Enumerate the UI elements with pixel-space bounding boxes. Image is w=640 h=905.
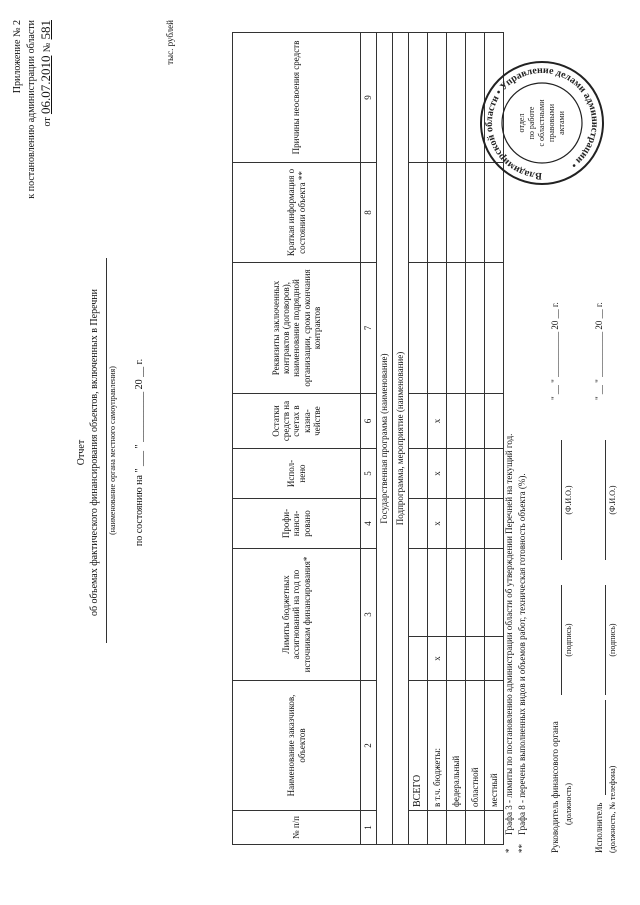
stamp-center-5: актами — [557, 111, 566, 135]
table-row-total — [409, 33, 428, 845]
col-number: 3 — [361, 549, 377, 681]
header-reasons: Причины неосвоения средств — [233, 33, 361, 163]
total-label: ВСЕГО — [409, 681, 428, 811]
section-subprogram-row — [393, 33, 409, 845]
table-cell — [447, 549, 466, 637]
table-cell — [466, 811, 485, 845]
col-number: 9 — [361, 33, 377, 163]
table-row-incl — [428, 33, 447, 845]
header-limits: Лимиты бюджетных ассигнований на год по источникам финансирования* — [233, 549, 361, 681]
header-executed: Испол- нено — [233, 449, 361, 499]
exec-position-line — [605, 700, 606, 795]
header-row — [233, 33, 361, 845]
x-mark: х — [428, 637, 447, 681]
column-number-row — [361, 33, 377, 845]
appendix-num: 581 — [38, 20, 53, 40]
exec-date: " __ " __________ 20 __ г. — [594, 302, 604, 400]
table-cell — [466, 263, 485, 394]
report-title: Отчет — [76, 439, 87, 466]
table-cell — [409, 549, 428, 637]
table-cell — [428, 811, 447, 845]
table-cell — [485, 394, 504, 449]
authority-caption: (наименование органа местного самоуправления) — [108, 366, 117, 535]
head-fio-caption: (Ф.И.О.) — [564, 485, 573, 515]
table-cell — [447, 811, 466, 845]
table-cell — [428, 263, 447, 394]
exec-fio-caption: (Ф.И.О.) — [608, 485, 617, 515]
header-balance: Остатки средств на счетах в казна- чействе — [233, 394, 361, 449]
exec-label: Исполнитель — [594, 802, 604, 853]
table-cell — [485, 549, 504, 637]
appendix-num-prefix: № — [42, 42, 53, 53]
table-cell — [447, 637, 466, 681]
local-label: местный — [485, 681, 504, 811]
appendix-date-prefix: от — [42, 117, 53, 127]
regional-label: областной — [466, 681, 485, 811]
head-position-caption: (должность) — [564, 783, 573, 825]
head-sign-caption: (подпись) — [564, 623, 573, 657]
appendix-ref: к постановлению администрации области — [26, 20, 37, 199]
appendix-date: 06.07.2010 — [38, 55, 53, 115]
x-mark: х — [428, 394, 447, 449]
table-cell — [466, 637, 485, 681]
report-table — [232, 32, 504, 845]
stamp-ring-text: Владимирской области • Управление делами администрации • — [483, 64, 601, 182]
footnote-2-text: Графа 8 - перечень выполненных видов и объемов работ, техническая готовность объекта (%). — [517, 473, 527, 835]
col-number: 8 — [361, 163, 377, 263]
state-program-label: Государственная программа (наименование) — [377, 33, 393, 845]
header-contracts: Реквизиты заключенных контрактов (договоров), наименование подрядной организации, сроки окончания контрактов — [233, 263, 361, 394]
table-cell — [447, 263, 466, 394]
table-cell — [466, 549, 485, 637]
table-cell — [409, 163, 428, 263]
table-cell — [409, 263, 428, 394]
report-subtitle: об объемах фактического финансирования объектов, включенных в Перечни — [89, 288, 100, 617]
footnote-1-mark: * — [504, 848, 514, 853]
footnote-2 — [517, 473, 527, 853]
head-label: Руководитель финансового органа — [550, 721, 560, 853]
x-mark: х — [428, 449, 447, 499]
exec-position-caption: (должность, № телефона) — [608, 765, 617, 853]
table-cell — [409, 499, 428, 549]
incl-label: в т.ч. бюджеты: — [428, 681, 447, 811]
exec-sign-line — [605, 585, 606, 695]
appendix-date-line — [38, 20, 54, 285]
col-number: 6 — [361, 394, 377, 449]
table-cell — [485, 449, 504, 499]
table-cell — [485, 263, 504, 394]
table-cell — [466, 449, 485, 499]
official-stamp — [478, 59, 606, 187]
stamp-center-4: правовыми — [547, 103, 556, 143]
header-name: Наименование заказчиков, объектов — [233, 681, 361, 811]
section-state-program-row — [377, 33, 393, 845]
table-cell — [466, 499, 485, 549]
table-cell — [447, 499, 466, 549]
header-object-info: Краткая информация о состоянии объекта ** — [233, 163, 361, 263]
table-cell — [485, 499, 504, 549]
col-number: 1 — [361, 811, 377, 845]
table-cell — [409, 811, 428, 845]
col-number: 2 — [361, 681, 377, 811]
col-number: 5 — [361, 449, 377, 499]
table-cell — [447, 394, 466, 449]
table-cell — [428, 549, 447, 637]
table-cell — [409, 637, 428, 681]
table-cell — [428, 163, 447, 263]
appendix-number: Приложение № 2 — [12, 20, 23, 94]
col-number: 4 — [361, 499, 377, 549]
table-cell — [428, 33, 447, 163]
head-fio-line — [561, 440, 562, 560]
head-date: " __ " __________ 20 __ г. — [550, 302, 560, 400]
table-cell — [485, 811, 504, 845]
table-cell — [409, 394, 428, 449]
head-sign-line — [561, 585, 562, 695]
as-of-date: по состоянию на " ___ " __________ 20 __ г. — [134, 358, 145, 547]
footnote-1 — [504, 434, 514, 853]
stamp-center-2: по работе — [527, 106, 536, 140]
subprogram-label: Подпрограмма, мероприятие (наименование) — [393, 33, 409, 845]
stamp-center-1: отдел — [517, 113, 526, 133]
exec-fio-line — [605, 440, 606, 560]
footnote-2-mark: ** — [517, 844, 527, 853]
header-num: № п/п — [233, 811, 361, 845]
table-cell — [447, 449, 466, 499]
federal-label: федеральный — [447, 681, 466, 811]
table-cell — [485, 637, 504, 681]
table-cell — [409, 33, 428, 163]
header-financed: Профи- нанси- ровано — [233, 499, 361, 549]
col-number: 7 — [361, 263, 377, 394]
footnote-1-text: Графа 3 - лимиты по постановлению администрации области об утверждении Перечней на текущий год. — [504, 433, 514, 835]
table-row-federal — [447, 33, 466, 845]
authority-line — [106, 258, 107, 643]
table-cell — [409, 449, 428, 499]
units-label: тыс. рублей — [165, 20, 175, 65]
table-cell — [466, 394, 485, 449]
table-cell — [447, 163, 466, 263]
stamp-center-3: с областными — [537, 99, 546, 147]
x-mark: х — [428, 499, 447, 549]
exec-sign-caption: (подпись) — [608, 623, 617, 657]
table-cell — [447, 33, 466, 163]
